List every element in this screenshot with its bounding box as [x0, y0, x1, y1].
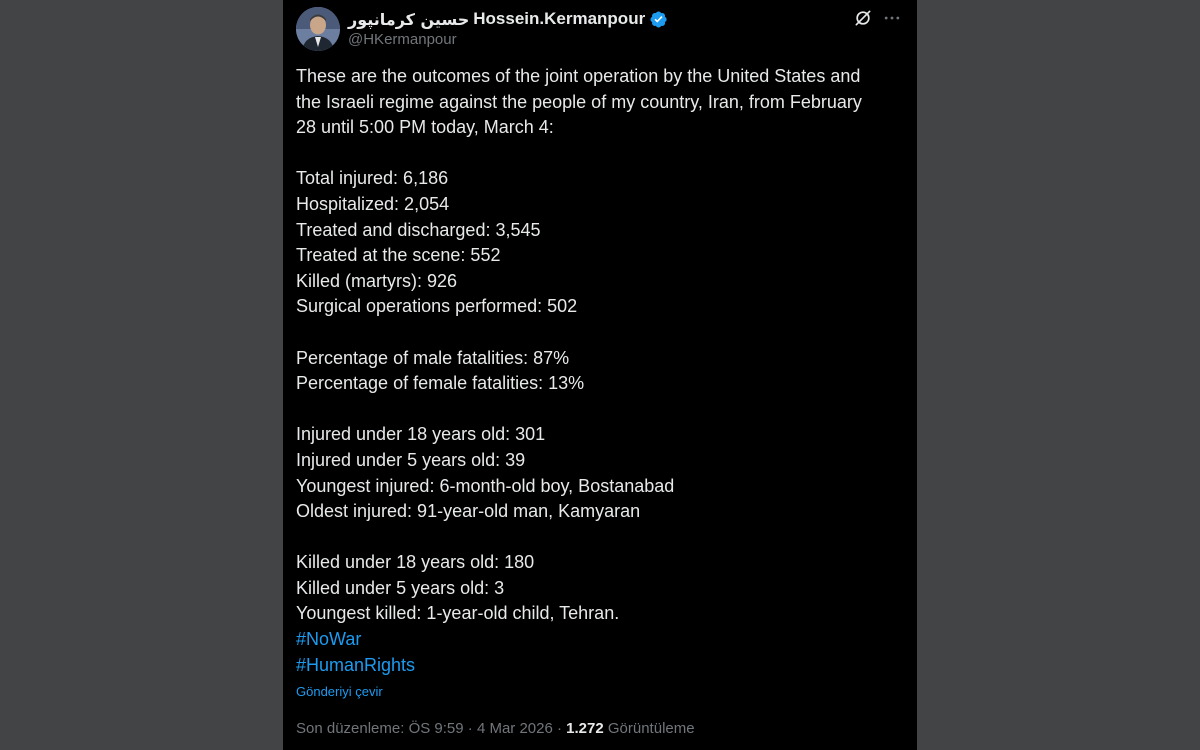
author-handle[interactable]: @HKermanpour: [348, 31, 457, 48]
hashtag-humanrights[interactable]: #HumanRights: [296, 654, 416, 675]
stat-line: Killed (martyrs): 926: [296, 270, 458, 291]
author-name-row[interactable]: [348, 8, 668, 30]
tweet-meta: [296, 720, 695, 737]
stat-line: Hospitalized: 2,054: [296, 193, 450, 214]
tweet-text-line: the Israeli regime against the people of my country, Iran, from February: [296, 91, 862, 112]
author-name-persian[interactable]: حسین کرمانپور: [348, 9, 470, 29]
avatar[interactable]: [296, 7, 340, 51]
author-name[interactable]: Hossein.Kermanpour: [473, 9, 646, 28]
stat-line: Total injured: 6,186: [296, 168, 449, 189]
verified-badge-icon: [649, 10, 668, 29]
edited-timestamp[interactable]: Son düzenleme: ÖS 9:59 · 4 Mar 2026 ·: [296, 720, 567, 737]
blank-line: [296, 397, 896, 423]
stat-line: Killed under 18 years old: 180: [296, 552, 535, 573]
blank-line: [296, 141, 896, 167]
views-label: Görüntüleme: [603, 720, 695, 737]
views-count: 1.272: [566, 720, 604, 737]
tweet-text-line: 28 until 5:00 PM today, March 4:: [296, 117, 554, 138]
blank-line: [296, 320, 896, 346]
stat-line: Injured under 18 years old: 301: [296, 424, 546, 445]
tweet-card: [283, 0, 917, 750]
avatar-portrait-icon: [296, 7, 340, 51]
stat-line: Youngest killed: 1-year-old child, Tehran.: [296, 603, 620, 624]
blank-line: [296, 525, 896, 551]
stat-line: Treated and discharged: 3,545: [296, 219, 541, 240]
stat-line: Youngest injured: 6-month-old boy, Bostanabad: [296, 475, 675, 496]
stat-line: Percentage of male fatalities: 87%: [296, 347, 570, 368]
tweet-text: [296, 64, 896, 678]
stat-line: Treated at the scene: 552: [296, 245, 501, 266]
tweet-text-line: These are the outcomes of the joint operation by the United States and: [296, 66, 861, 86]
hashtag-nowar[interactable]: #NoWar: [296, 629, 362, 650]
stat-line: Oldest injured: 91-year-old man, Kamyaran: [296, 501, 641, 522]
more-icon[interactable]: [882, 8, 902, 28]
stat-line: Killed under 5 years old: 3: [296, 577, 505, 598]
grok-icon[interactable]: [853, 8, 873, 28]
translate-post-link[interactable]: Gönderiyi çevir: [296, 684, 383, 699]
stat-line: Percentage of female fatalities: 13%: [296, 373, 585, 394]
stat-line: Injured under 5 years old: 39: [296, 449, 526, 470]
stat-line: Surgical operations performed: 502: [296, 296, 578, 317]
